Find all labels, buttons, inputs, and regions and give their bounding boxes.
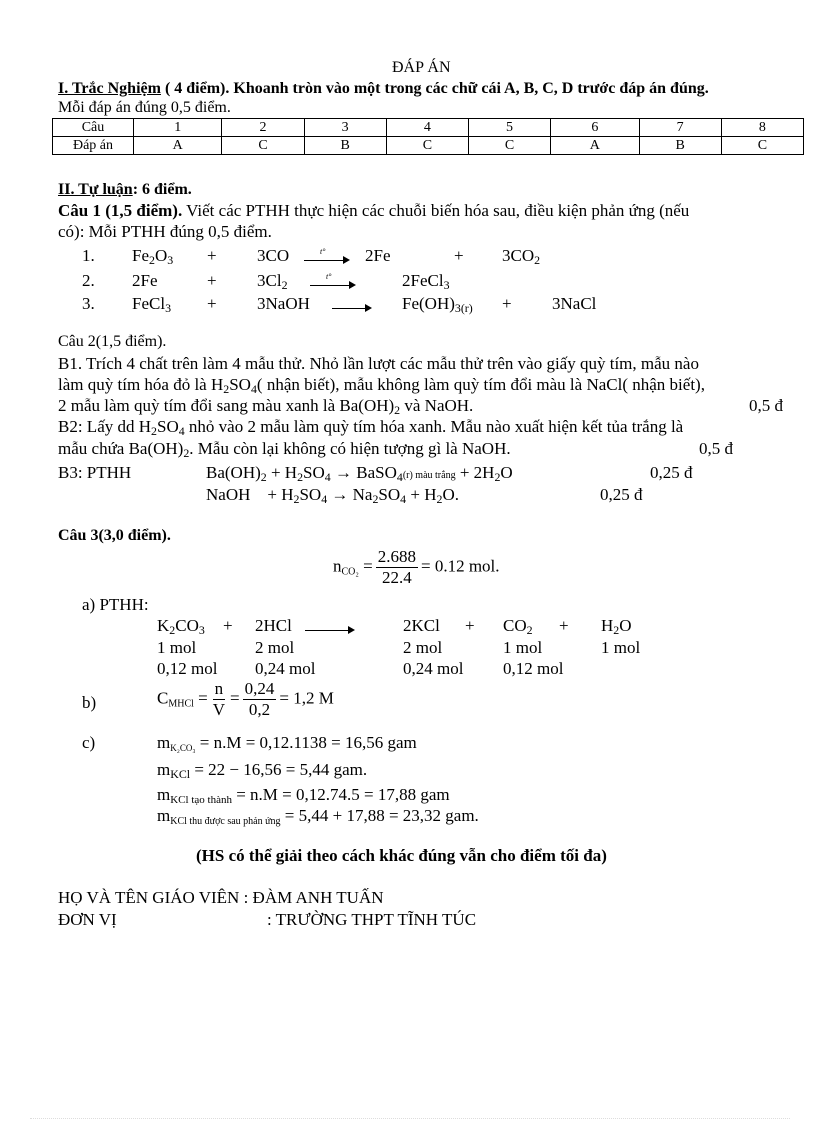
table-cell: 2 bbox=[222, 119, 304, 137]
q1-label: Câu 1 (1,5 điểm). bbox=[58, 201, 183, 220]
table-cell: 4 bbox=[386, 119, 468, 137]
eq-term: $Fe(OH)_{3(r)}$ bbox=[402, 294, 473, 315]
q1-line1 bbox=[58, 201, 689, 221]
q2-b3-eq1: $Ba(OH)_2 + H_2SO_4$ → BaSO$_4$(r) màu trắng + $2H_2O$ bbox=[206, 463, 513, 484]
eq-term: $Fe_2O_3$ bbox=[132, 246, 174, 267]
eq-term: 3NaCl bbox=[552, 294, 597, 313]
alternative-solution-note: (HS có thể giải theo cách khác đúng vẫn cho điểm tối đa) bbox=[196, 846, 607, 865]
part1-heading-rest: ( 4 điểm). Khoanh tròn vào một trong các chữ cái A, B, C, D trước đáp án đúng. bbox=[160, 80, 709, 97]
teacher-unit-value: : TRƯỜNG THPT TĨNH TÚC bbox=[267, 910, 477, 929]
teacher-name: HỌ VÀ TÊN GIÁO VIÊN : ĐÀM ANH TUẤN bbox=[58, 888, 384, 907]
eq-term: 2FeCl$_3$ bbox=[402, 271, 450, 292]
q2-b2-score: 0,5 đ bbox=[699, 439, 733, 458]
q2-b3-eq1-score: 0,25 đ bbox=[650, 463, 693, 482]
q3-equation: $K_2CO_3$ + 2HCl 2KCl + $CO_2$ + $H_2O$ bbox=[157, 616, 632, 637]
table-cell: C bbox=[468, 137, 550, 155]
equation-1 bbox=[82, 246, 782, 268]
q1-text1: Viết các PTHH thực hiện các chuỗi biến hóa sau, điều kiện phản ứng (nếu bbox=[182, 201, 690, 220]
table-cell: A bbox=[551, 137, 639, 155]
q2-label: Câu 2(1,5 điểm). bbox=[58, 333, 167, 350]
q3-c-line4: $m_{KCl thu được sau phản ứng} = 5,44 + 17,88 = 23,32$ gam. bbox=[157, 806, 479, 827]
q3-mol-calc: $n_{CO_2}$ = $\frac{2.688}{22.4}$ = 0.12 mol. bbox=[333, 547, 500, 587]
arrow-icon: t° bbox=[304, 249, 350, 269]
q3-c-label: c) bbox=[82, 733, 96, 752]
table-cell: B bbox=[304, 137, 386, 155]
q2-b2-line1: B2: Lấy dd $H_2SO_4$ nhỏ vào 2 mẫu làm quỳ tím hóa xanh. Mẫu nào xuất hiện kết tủa trắng là bbox=[58, 417, 684, 438]
part1-heading-line bbox=[58, 80, 709, 98]
teacher-unit-label: ĐƠN VỊ bbox=[58, 910, 117, 929]
eq-term: 2Fe bbox=[132, 271, 158, 290]
table-cell: 7 bbox=[639, 119, 721, 137]
q3-c-line1: $m_{K_2CO_3} = n.M = 0,12.1138 = 16,56$ gam bbox=[157, 733, 417, 753]
q3-b-label: b) bbox=[82, 693, 97, 712]
q3-label: Câu 3(3,0 điểm). bbox=[58, 527, 171, 544]
q2-b3-eq2-score: 0,25 đ bbox=[600, 485, 643, 504]
table-cell: 1 bbox=[134, 119, 222, 137]
arrow-icon: t° bbox=[310, 274, 356, 294]
plus-sign: + bbox=[207, 294, 217, 313]
q2-b1-line1: B1. Trích 4 chất trên làm 4 mẫu thử. Nhỏ lần lượt các mẫu thử trên vào giấy quỳ tím, mẫu nào bbox=[58, 354, 699, 373]
part1-heading: I. Trắc Nghiệm bbox=[58, 80, 161, 97]
q1-text2: có): Mỗi PTHH đúng 0,5 điểm. bbox=[58, 222, 272, 241]
table-cell: 3 bbox=[304, 119, 386, 137]
part2-heading-line bbox=[58, 181, 192, 199]
q2-b1-score: 0,5 đ bbox=[749, 396, 783, 415]
q2-b3-label: B3: PTHH bbox=[58, 463, 132, 482]
answer-table bbox=[52, 118, 804, 155]
table-cell: 6 bbox=[551, 119, 639, 137]
eq-number: 3. bbox=[82, 294, 95, 313]
table-cell: C bbox=[386, 137, 468, 155]
table-row bbox=[53, 137, 804, 155]
plus-sign: + bbox=[207, 271, 217, 290]
table-cell: C bbox=[222, 137, 304, 155]
eq-term: FeCl$_3$ bbox=[132, 294, 172, 315]
q2-b1-line2: làm quỳ tím hóa đỏ là $H_2SO_4$( nhận biết), mẫu không làm quỳ tím đổi màu là NaCl( nhận biết), bbox=[58, 375, 705, 396]
q2-b3-eq2: NaOH + $H_2SO_4 \to Na_2SO_4 + H_2O$. bbox=[206, 485, 459, 506]
table-cell: A bbox=[134, 137, 222, 155]
eq-term: $3CO_2$ bbox=[502, 246, 541, 267]
table-cell: 5 bbox=[468, 119, 550, 137]
equation-2 bbox=[82, 271, 782, 293]
q3-mol-row: 1 mol 2 mol 2 mol 1 mol 1 mol bbox=[157, 638, 641, 657]
eq-term: $3Cl_2$ bbox=[257, 271, 288, 292]
q2-b2-line2: mẫu chứa $Ba(OH)_2$. Mẫu còn lại không có hiện tượng gì là NaOH. bbox=[58, 439, 511, 460]
page-title: ĐÁP ÁN bbox=[392, 59, 451, 76]
arrow-icon bbox=[305, 619, 355, 639]
q2-b1-line3: 2 mẫu làm quỳ tím đổi sang màu xanh là $Ba(OH)_2$ và NaOH. bbox=[58, 396, 474, 417]
q3-c-line3: $m_{KCl tạo thành} = n.M = 0,12.74.5 = 17,88$ gam bbox=[157, 785, 450, 806]
eq-term: 3NaOH bbox=[257, 294, 310, 313]
table-cell: 8 bbox=[721, 119, 803, 137]
eq-term: 3CO bbox=[257, 246, 290, 265]
plus-sign: + bbox=[454, 246, 464, 265]
table-row bbox=[53, 119, 804, 137]
q3-a-label: a) PTHH: bbox=[82, 595, 149, 614]
eq-term: 2Fe bbox=[365, 246, 391, 265]
table-cell: Câu bbox=[53, 119, 134, 137]
page-bottom-divider bbox=[30, 1118, 790, 1119]
q3-c-line2: $m_{KCl} = 22 - 16,56 = 5,44$ gam. bbox=[157, 760, 368, 781]
eq-number: 2. bbox=[82, 271, 95, 290]
q3-b-calc: $C_{MHCl}$ = $\frac{n}{V}$ = $\frac{0,24}{0,2}$ = 1,2 M bbox=[157, 679, 334, 719]
q3-value-row: 0,12 mol 0,24 mol 0,24 mol 0,12 mol bbox=[157, 659, 564, 678]
part1-note: Mỗi đáp án đúng 0,5 điểm. bbox=[58, 99, 231, 116]
plus-sign: + bbox=[207, 246, 217, 265]
table-cell: Đáp án bbox=[53, 137, 134, 155]
part2-heading-rest: : 6 điểm. bbox=[132, 181, 192, 198]
arrow-icon bbox=[332, 297, 372, 317]
equation-3 bbox=[82, 294, 782, 316]
eq-number: 1. bbox=[82, 246, 95, 265]
part2-heading: II. Tự luận bbox=[58, 181, 133, 198]
plus-sign: + bbox=[502, 294, 512, 313]
table-cell: B bbox=[639, 137, 721, 155]
table-cell: C bbox=[721, 137, 803, 155]
